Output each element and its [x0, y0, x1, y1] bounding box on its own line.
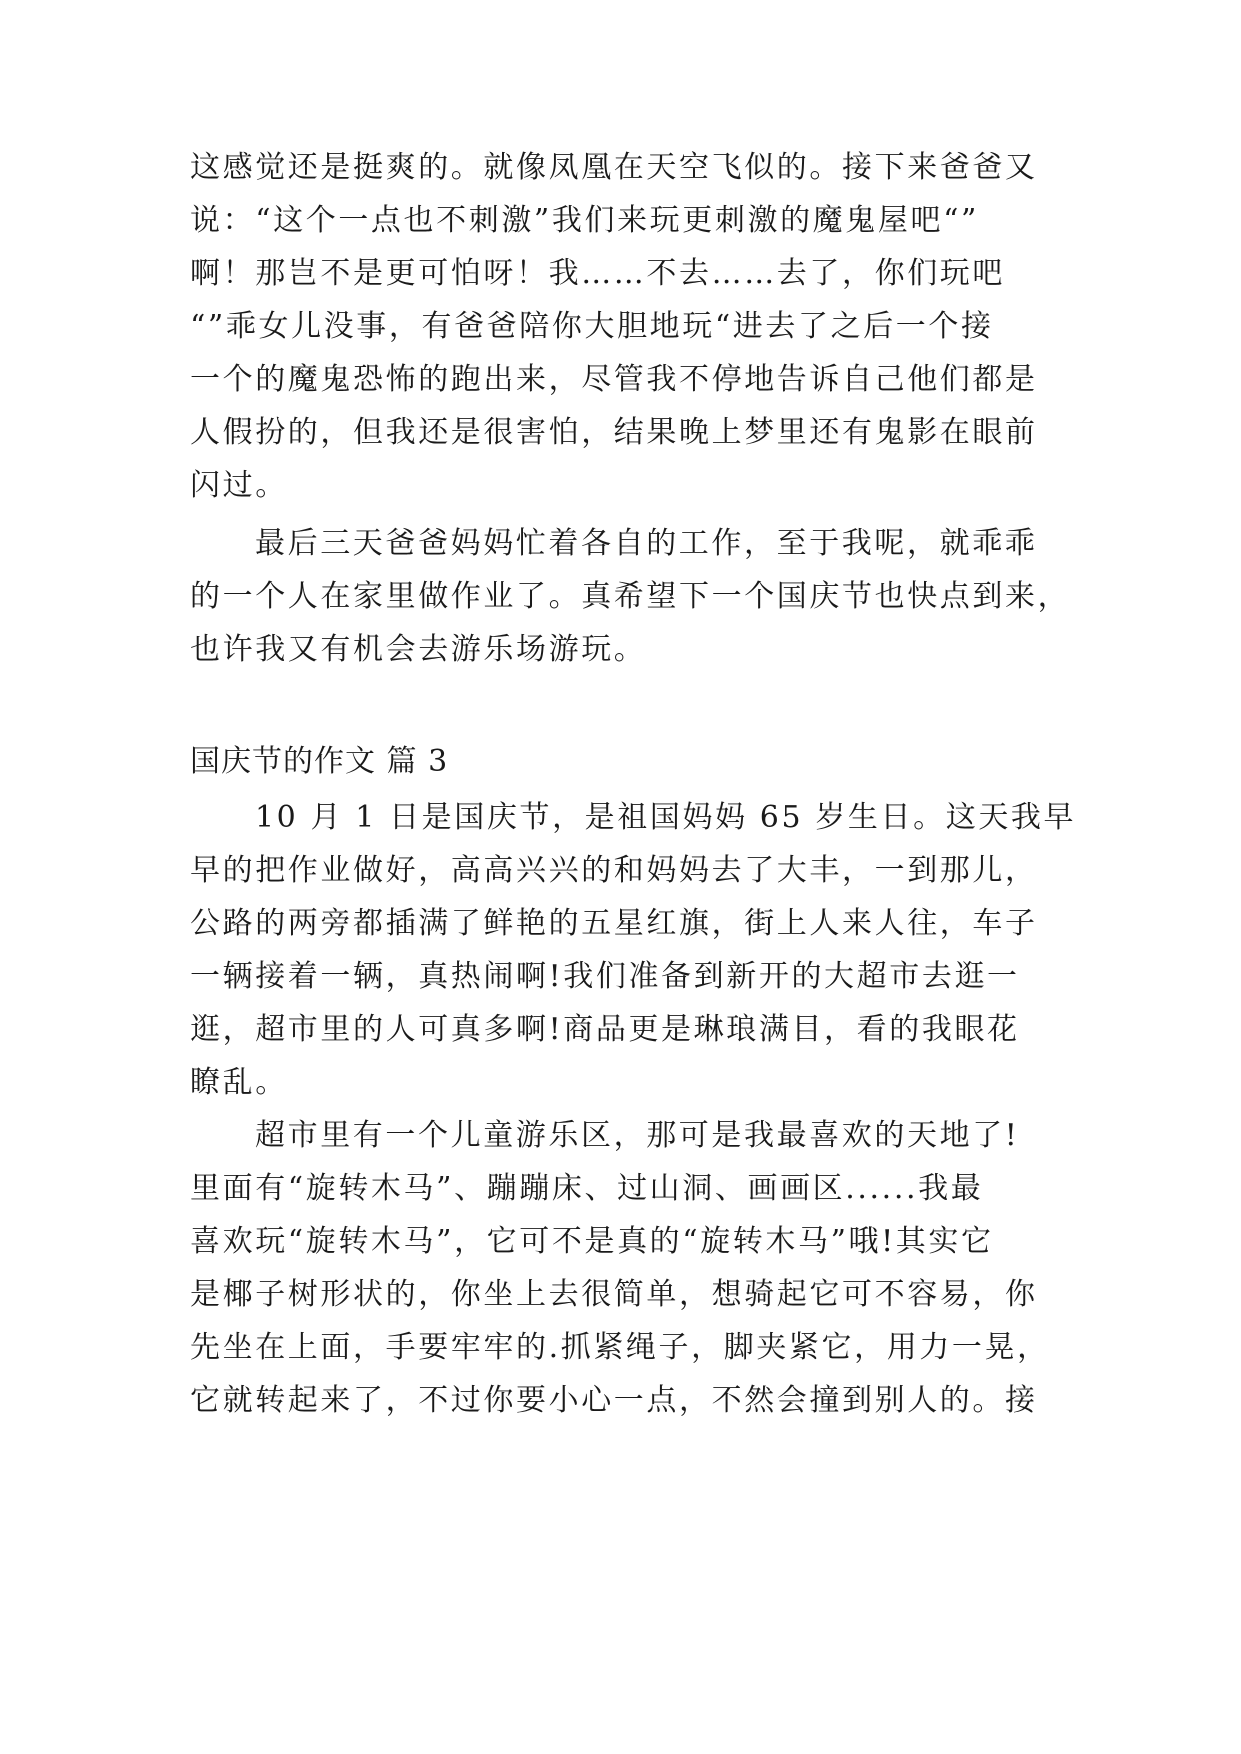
- paragraph-line: 先坐在上面，手要牢牢的.抓紧绳子，脚夹紧它，用力一晃，: [190, 1330, 1050, 1365]
- paragraph-line: 它就转起来了，不过你要小心一点，不然会撞到别人的。接: [190, 1383, 1038, 1418]
- paragraph-line: 超市里有一个儿童游乐区，那可是我最喜欢的天地了!: [255, 1118, 1020, 1153]
- paragraph-line: 的一个人在家里做作业了。真希望下一个国庆节也快点到来，: [190, 579, 1071, 614]
- paragraph-line: 喜欢玩“旋转木马”，它可不是真的“旋转木马”哦!其实它: [190, 1224, 994, 1259]
- paragraph-line: 逛，超市里的人可真多啊!商品更是琳琅满目，看的我眼花: [190, 1012, 1020, 1047]
- paragraph-line: 闪过。: [190, 468, 288, 503]
- paragraph-line: 一辆接着一辆，真热闹啊!我们准备到新开的大超市去逛一: [190, 959, 1020, 994]
- paragraph-line: 啊！那岂不是更可怕呀！我……不去……去了，你们玩吧: [190, 256, 1005, 291]
- paragraph-line: 说：“这个一点也不刺激”我们来玩更刺激的魔鬼屋吧“”: [190, 203, 979, 238]
- paragraph-line: 里面有“旋转木马”、蹦蹦床、过山洞、画画区......我最: [190, 1171, 984, 1206]
- paragraph-line: 一个的魔鬼恐怖的跑出来，尽管我不停地告诉自己他们都是: [190, 362, 1038, 397]
- paragraph-line: 早的把作业做好，高高兴兴的和妈妈去了大丰，一到那儿，: [190, 853, 1038, 888]
- paragraph-line: 公路的两旁都插满了鲜艳的五星红旗，街上人来人往，车子: [190, 906, 1038, 941]
- paragraph-line: “”乖女儿没事，有爸爸陪你大胆地玩“进去了之后一个接: [190, 309, 994, 344]
- paragraph-line: 最后三天爸爸妈妈忙着各自的工作，至于我呢，就乖乖: [255, 526, 1038, 561]
- paragraph-line: 这感觉还是挺爽的。就像凤凰在天空飞似的。接下来爸爸又: [190, 150, 1038, 185]
- paragraph-line: 瞭乱。: [190, 1065, 288, 1100]
- paragraph-line: 是椰子树形状的，你坐上去很简单，想骑起它可不容易，你: [190, 1277, 1038, 1312]
- paragraph-line: 人假扮的，但我还是很害怕，结果晚上梦里还有鬼影在眼前: [190, 415, 1038, 450]
- paragraph-line: 也许我又有机会去游乐场游玩。: [190, 632, 647, 667]
- paragraph-line: 10 月 1 日是国庆节，是祖国妈妈 65 岁生日。这天我早: [255, 800, 1077, 835]
- section-heading: 国庆节的作文 篇 3: [190, 744, 449, 779]
